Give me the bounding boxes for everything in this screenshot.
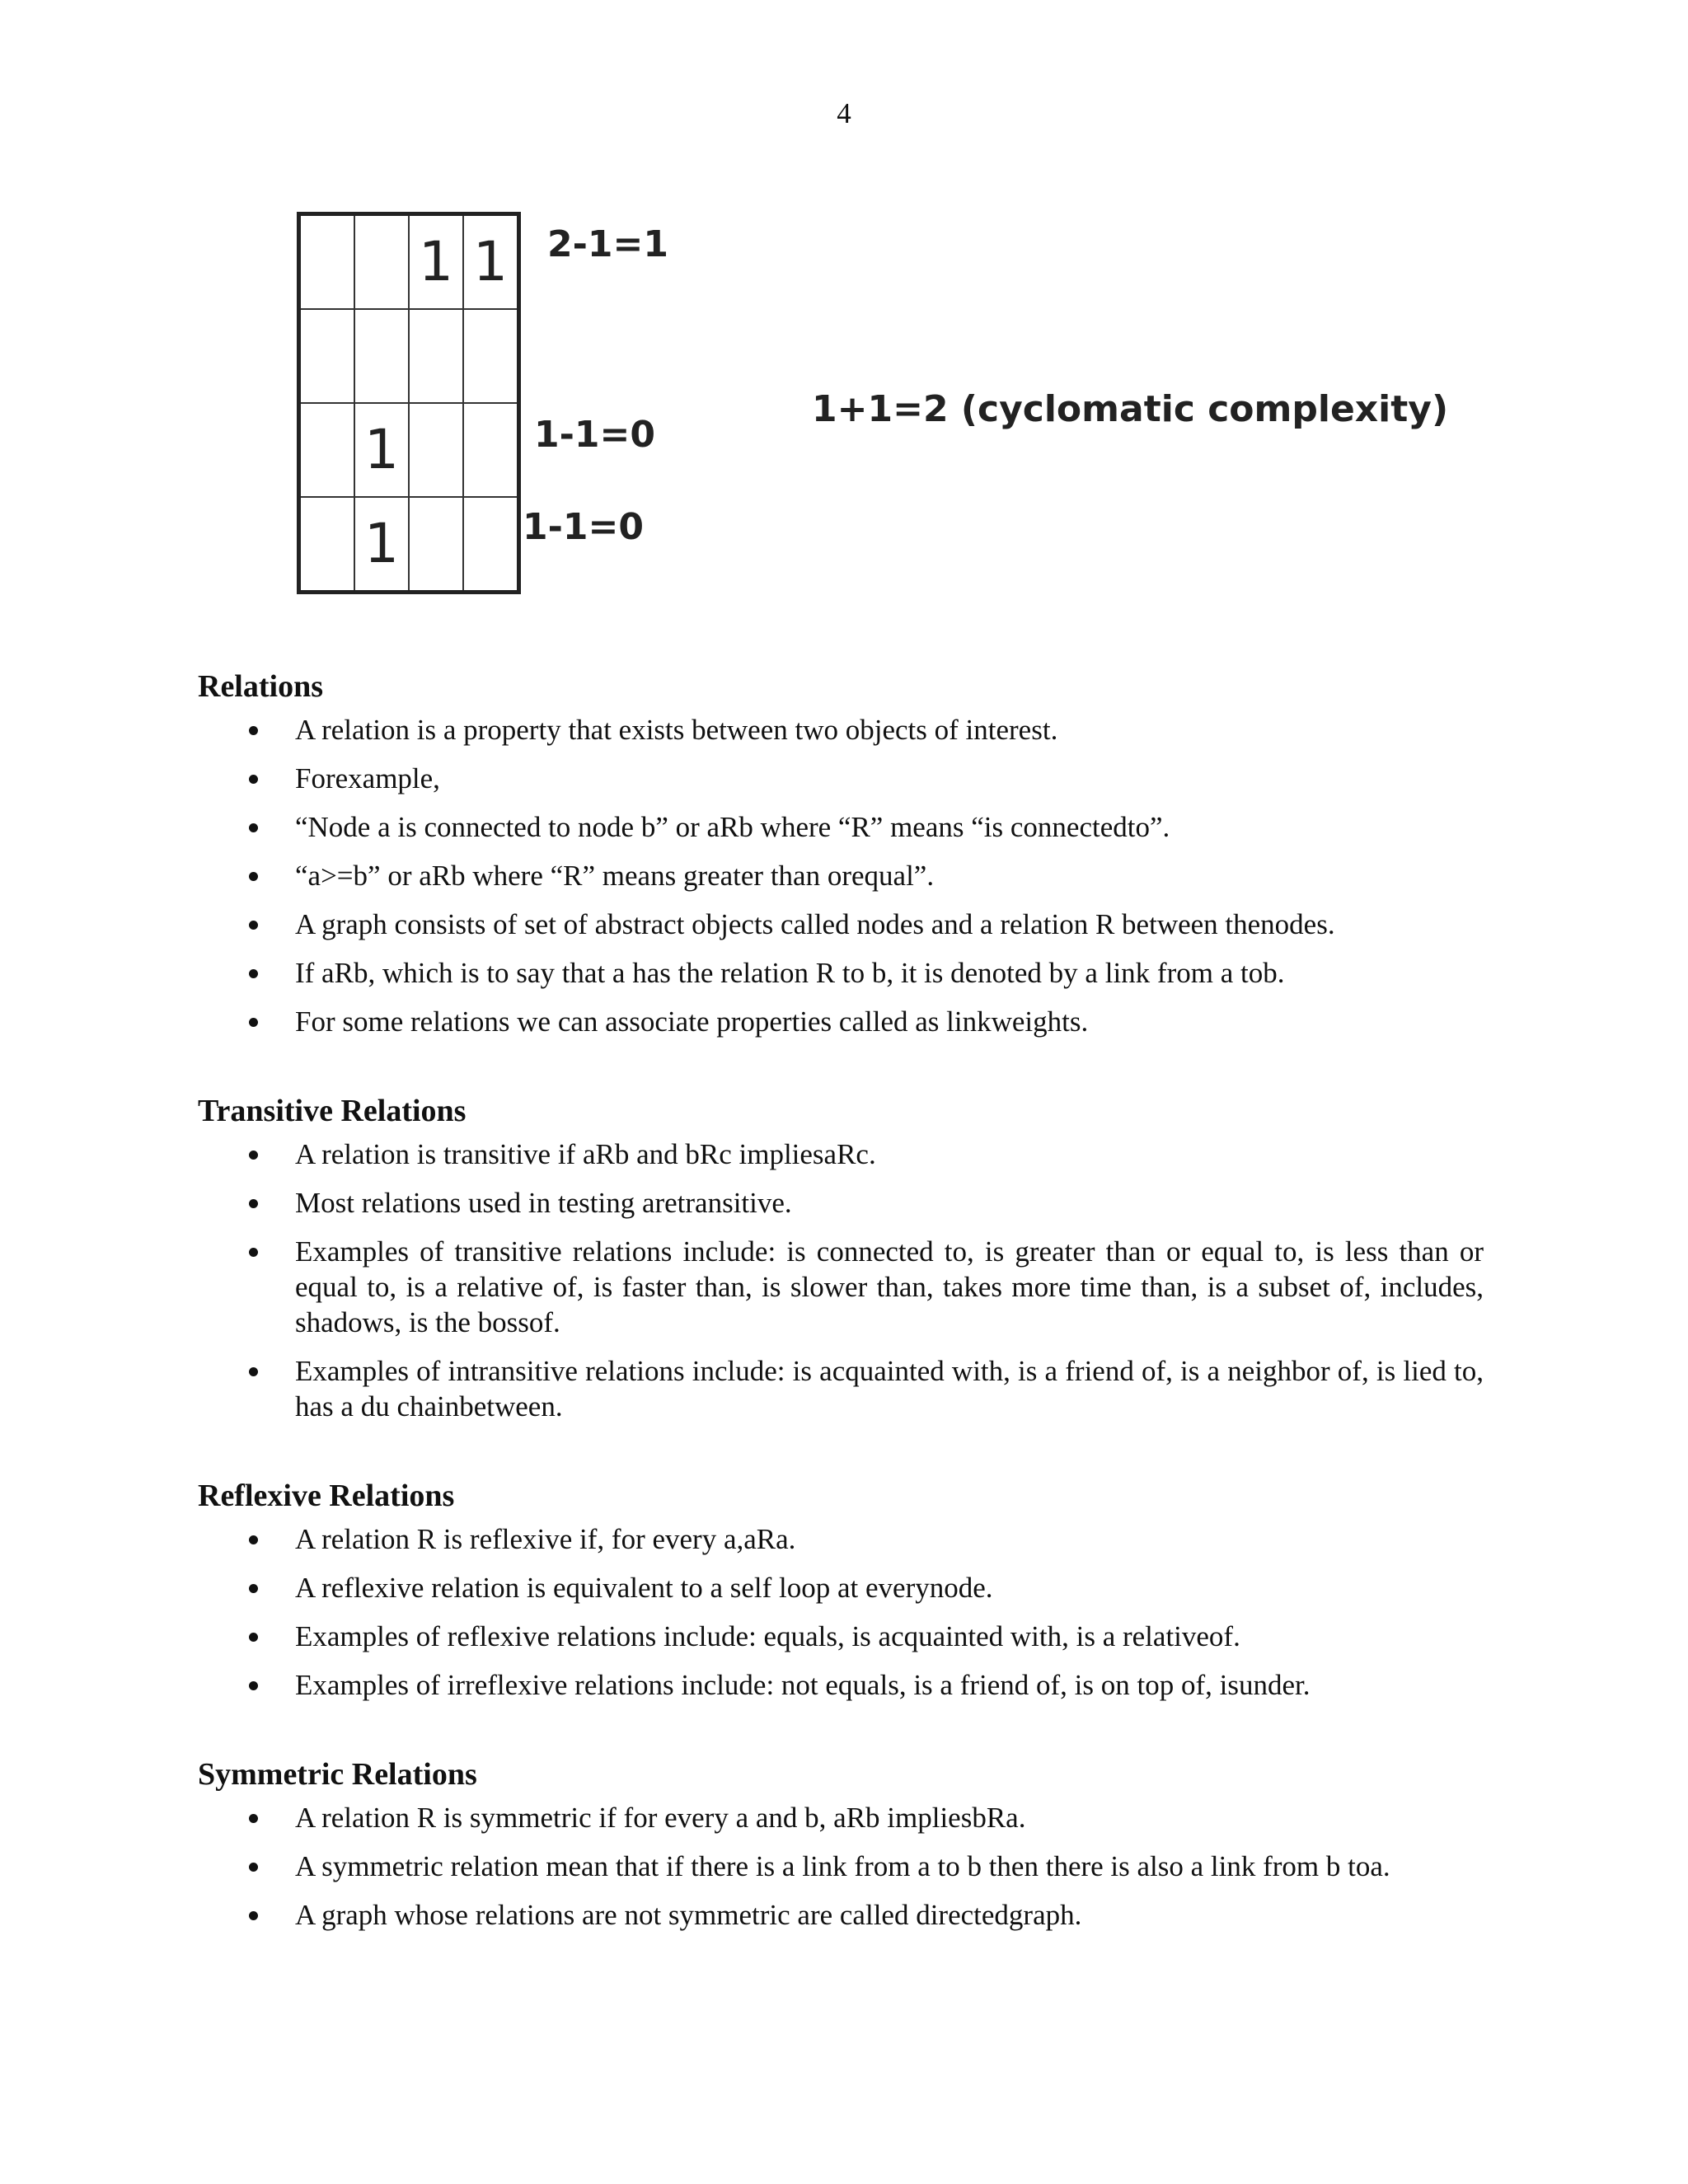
cyclomatic-complexity-label: 1+1=2 (cyclomatic complexity) xyxy=(812,388,1449,430)
matrix-cell xyxy=(354,214,409,310)
bullet-icon xyxy=(249,1814,258,1823)
list-item-text: Examples of reflexive relations include: equals, is acquainted with, is a relativeof. xyxy=(295,1620,1240,1652)
section-heading: Reflexive Relations xyxy=(198,1479,455,1513)
matrix-row xyxy=(299,403,519,497)
matrix-cell xyxy=(409,497,463,593)
bullet-icon xyxy=(249,921,258,930)
bullet-icon xyxy=(249,1199,258,1208)
list-item xyxy=(198,1570,1484,1605)
bullet-icon xyxy=(249,1681,258,1690)
section-heading: Relations xyxy=(198,669,323,704)
section-heading: Transitive Relations xyxy=(198,1094,467,1128)
matrix-cell xyxy=(463,309,519,403)
list-item xyxy=(198,1521,1484,1557)
matrix-cell xyxy=(354,309,409,403)
list-item xyxy=(198,858,1484,893)
list-item-text: A graph consists of set of abstract objects called nodes and a relation R between thenodes. xyxy=(295,908,1335,940)
list-item-text: Examples of irreflexive relations include: not equals, is a friend of, is on top of, isunder. xyxy=(295,1669,1311,1701)
document-body xyxy=(198,668,1484,1985)
list-item-text: Forexample, xyxy=(295,762,440,794)
row-4-label: 1-1=0 xyxy=(523,506,644,548)
matrix-cell xyxy=(299,403,355,497)
list-item xyxy=(198,761,1484,796)
list-item xyxy=(198,1234,1484,1340)
matrix-cell: 1 xyxy=(463,214,519,310)
row-1-label: 2-1=1 xyxy=(547,223,668,265)
list-item xyxy=(198,712,1484,748)
list-item xyxy=(198,1619,1484,1654)
list-item xyxy=(198,955,1484,991)
bullet-icon xyxy=(249,969,258,978)
section-reflexive-relations xyxy=(198,1477,1484,1703)
list-item xyxy=(198,1800,1484,1835)
bullet-list xyxy=(198,1800,1484,1933)
row-3-label: 1-1=0 xyxy=(534,414,655,456)
list-item-text: If aRb, which is to say that a has the relation R to b, it is denoted by a link from a tob. xyxy=(295,957,1285,989)
bullet-icon xyxy=(249,1584,258,1593)
list-item xyxy=(198,1667,1484,1703)
bullet-icon xyxy=(249,1863,258,1872)
matrix-cell xyxy=(409,309,463,403)
bullet-list xyxy=(198,1137,1484,1424)
bullet-icon xyxy=(249,1535,258,1544)
matrix-cell xyxy=(409,403,463,497)
list-item xyxy=(198,1004,1484,1039)
bullet-icon xyxy=(249,775,258,784)
list-item-text: A relation R is symmetric if for every a and b, aRb impliesbRa. xyxy=(295,1802,1026,1834)
matrix-figure xyxy=(0,0,1688,626)
list-item-text: For some relations we can associate properties called as linkweights. xyxy=(295,1005,1089,1038)
list-item xyxy=(198,1185,1484,1221)
list-item xyxy=(198,1353,1484,1424)
section-relations xyxy=(198,668,1484,1039)
bullet-icon xyxy=(249,1367,258,1376)
list-item xyxy=(198,1137,1484,1172)
matrix-row xyxy=(299,497,519,593)
bullet-icon xyxy=(249,823,258,832)
bullet-icon xyxy=(249,1248,258,1257)
list-item-text: Examples of intransitive relations include: is acquainted with, is a friend of, is a neighbor of, is lied to, has a du chainbetween. xyxy=(295,1355,1484,1422)
section-symmetric-relations xyxy=(198,1755,1484,1933)
matrix-cell xyxy=(299,497,355,593)
matrix-row xyxy=(299,214,519,310)
list-item-text: A relation is a property that exists between two objects of interest. xyxy=(295,714,1058,746)
matrix-cell xyxy=(463,497,519,593)
list-item xyxy=(198,907,1484,942)
list-item-text: Examples of transitive relations include: is connected to, is greater than or equal to, is less than or equal to, is a relative of, is faster than, is slower than, takes more time than, is a subset of, includes, shadows, is the bossof. xyxy=(295,1235,1484,1338)
list-item xyxy=(198,809,1484,845)
bullet-icon xyxy=(249,1151,258,1160)
section-heading: Symmetric Relations xyxy=(198,1757,477,1792)
list-item-text: A relation R is reflexive if, for every a,aRa. xyxy=(295,1523,796,1555)
matrix-cell: 1 xyxy=(354,403,409,497)
matrix-cell xyxy=(299,214,355,310)
list-item-text: “Node a is connected to node b” or aRb where “R” means “is connectedto”. xyxy=(295,811,1170,843)
matrix-row xyxy=(299,309,519,403)
list-item-text: “a>=b” or aRb where “R” means greater than orequal”. xyxy=(295,860,935,892)
bullet-icon xyxy=(249,872,258,881)
list-item-text: Most relations used in testing aretransitive. xyxy=(295,1187,792,1219)
bullet-list xyxy=(198,1521,1484,1703)
list-item-text: A relation is transitive if aRb and bRc impliesaRc. xyxy=(295,1138,876,1170)
list-item-text: A symmetric relation mean that if there is a link from a to b then there is also a link from b toa. xyxy=(295,1850,1390,1882)
list-item xyxy=(198,1897,1484,1933)
bullet-icon xyxy=(249,726,258,735)
page-number: 4 xyxy=(837,97,851,129)
list-item-text: A graph whose relations are not symmetric are called directedgraph. xyxy=(295,1899,1082,1931)
matrix-cell: 1 xyxy=(409,214,463,310)
list-item-text: A reflexive relation is equivalent to a self loop at everynode. xyxy=(295,1572,993,1604)
bullet-list xyxy=(198,712,1484,1039)
bullet-icon xyxy=(249,1911,258,1920)
matrix-cell xyxy=(463,403,519,497)
matrix-cell xyxy=(299,309,355,403)
list-item xyxy=(198,1849,1484,1884)
matrix-cell: 1 xyxy=(354,497,409,593)
connection-matrix xyxy=(297,212,521,594)
bullet-icon xyxy=(249,1633,258,1642)
bullet-icon xyxy=(249,1018,258,1027)
section-transitive-relations xyxy=(198,1092,1484,1424)
